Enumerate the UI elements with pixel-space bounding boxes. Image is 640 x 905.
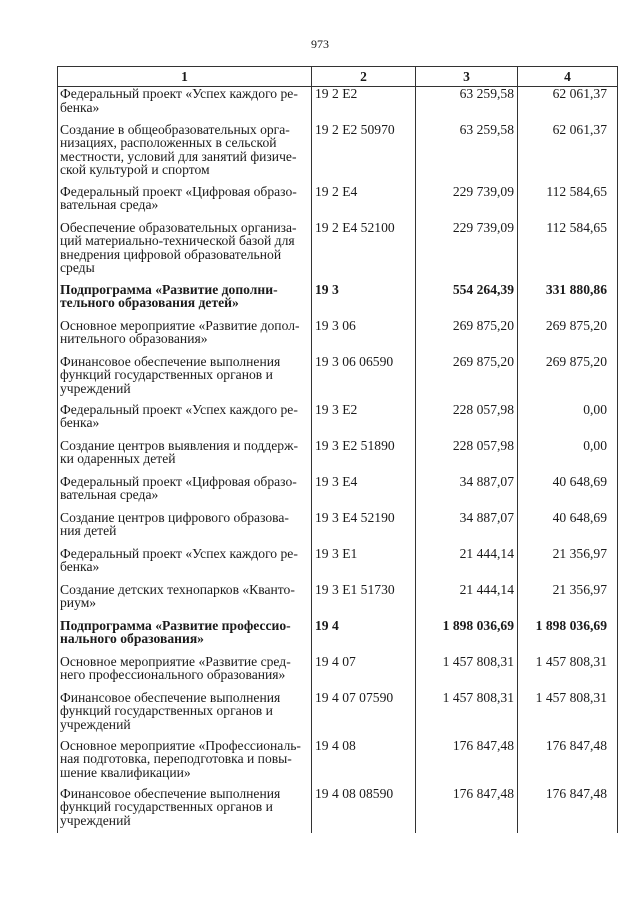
table-row <box>58 739 618 787</box>
row-code-cell: 19 3 E4 52190 <box>312 511 416 547</box>
table-row <box>58 655 618 691</box>
row-name-line: учреждений <box>60 380 131 396</box>
budget-table-container <box>57 66 617 833</box>
header-col-1: 1 <box>58 67 312 87</box>
row-value-col3: 176 847,48 <box>416 787 518 833</box>
row-code-cell: 19 3 06 06590 <box>312 355 416 403</box>
row-name-line: Федеральный проект «Цифровая образо- <box>60 473 297 489</box>
row-name-cell <box>58 511 312 547</box>
row-name-line: бенка» <box>60 559 100 575</box>
row-name-line: бенка» <box>60 99 100 115</box>
row-value-col3: 63 259,58 <box>416 123 518 185</box>
row-value-col3: 63 259,58 <box>416 87 518 123</box>
row-code-cell: 19 4 07 <box>312 655 416 691</box>
row-value-col4: 331 880,86 <box>518 283 618 319</box>
table-row <box>58 319 618 355</box>
row-name-line: Финансовое обеспечение выполнения <box>60 353 281 369</box>
table-body <box>58 87 618 833</box>
row-value-col3: 229 739,09 <box>416 185 518 221</box>
row-value-col3: 1 457 808,31 <box>416 691 518 739</box>
row-name-line: Федеральный проект «Цифровая образо- <box>60 183 297 199</box>
row-name-line: Основное мероприятие «Профессиональ- <box>60 737 301 753</box>
row-name-cell <box>58 403 312 439</box>
row-code-cell: 19 4 <box>312 619 416 655</box>
table-row <box>58 403 618 439</box>
row-value-col4: 40 648,69 <box>518 511 618 547</box>
row-value-col4: 176 847,48 <box>518 739 618 787</box>
row-name-line: учреждений <box>60 812 131 828</box>
row-code-cell: 19 3 E1 <box>312 547 416 583</box>
row-value-col3: 21 444,14 <box>416 547 518 583</box>
row-name-line: Федеральный проект «Успех каждого ре- <box>60 545 298 561</box>
row-code-cell: 19 3 E1 51730 <box>312 583 416 619</box>
row-name-cell <box>58 439 312 475</box>
row-name-line: тельного образования детей» <box>60 295 239 311</box>
row-name-line: ния детей <box>60 523 117 539</box>
row-name-line: среды <box>60 260 95 276</box>
table-row <box>58 283 618 319</box>
row-name-line: Создание центров выявления и поддерж- <box>60 437 299 453</box>
row-name-cell <box>58 547 312 583</box>
table-row <box>58 787 618 833</box>
row-name-line: Обеспечение образовательных организа- <box>60 219 297 235</box>
row-code-cell: 19 4 08 08590 <box>312 787 416 833</box>
row-name-cell <box>58 319 312 355</box>
row-value-col3: 21 444,14 <box>416 583 518 619</box>
row-value-col3: 1 457 808,31 <box>416 655 518 691</box>
row-name-line: Основное мероприятие «Развитие сред- <box>60 653 291 669</box>
row-value-col3: 1 898 036,69 <box>416 619 518 655</box>
row-value-col4: 269 875,20 <box>518 355 618 403</box>
row-name-line: Основное мероприятие «Развитие допол- <box>60 317 300 333</box>
table-row <box>58 123 618 185</box>
row-value-col4: 62 061,37 <box>518 123 618 185</box>
row-name-line: Федеральный проект «Успех каждого ре- <box>60 401 298 417</box>
row-name-line: Создание центров цифрового образова- <box>60 509 289 525</box>
row-name-line: нального образования» <box>60 631 204 647</box>
row-name-cell <box>58 355 312 403</box>
row-name-cell <box>58 691 312 739</box>
row-name-cell <box>58 739 312 787</box>
row-value-col4: 269 875,20 <box>518 319 618 355</box>
row-value-col4: 1 898 036,69 <box>518 619 618 655</box>
row-name-cell <box>58 475 312 511</box>
row-name-line: функций государственных органов и <box>60 703 273 719</box>
row-name-line: ций материально-технической базой для <box>60 233 295 249</box>
row-code-cell: 19 2 E4 52100 <box>312 221 416 283</box>
row-value-col4: 176 847,48 <box>518 787 618 833</box>
header-col-4: 4 <box>518 67 618 87</box>
row-code-cell: 19 2 E2 50970 <box>312 123 416 185</box>
budget-table <box>57 66 618 833</box>
row-name-line: функций государственных органов и <box>60 799 273 815</box>
row-name-line: местности, условий для занятий физиче- <box>60 148 297 164</box>
row-name-line: Подпрограмма «Развитие дополни- <box>60 281 278 297</box>
header-col-3: 3 <box>416 67 518 87</box>
row-code-cell: 19 3 E2 <box>312 403 416 439</box>
row-name-line: вательная среда» <box>60 487 159 503</box>
row-code-cell: 19 3 06 <box>312 319 416 355</box>
row-value-col4: 21 356,97 <box>518 583 618 619</box>
row-code-cell: 19 3 E2 51890 <box>312 439 416 475</box>
row-name-line: него профессионального образования» <box>60 667 286 683</box>
row-name-line: нительного образования» <box>60 331 208 347</box>
row-name-line: внедрения цифровой образовательной <box>60 246 282 262</box>
row-name-line: Подпрограмма «Развитие профессио- <box>60 617 291 633</box>
row-value-col3: 176 847,48 <box>416 739 518 787</box>
table-row <box>58 547 618 583</box>
row-name-line: Создание в общеобразовательных орга- <box>60 121 290 137</box>
row-name-line: шение квалификации» <box>60 764 191 780</box>
row-name-cell <box>58 87 312 123</box>
row-value-col3: 34 887,07 <box>416 475 518 511</box>
header-col-2: 2 <box>312 67 416 87</box>
row-value-col4: 1 457 808,31 <box>518 655 618 691</box>
row-name-line: Создание детских технопарков «Кванто- <box>60 581 295 597</box>
row-value-col3: 554 264,39 <box>416 283 518 319</box>
row-value-col3: 269 875,20 <box>416 355 518 403</box>
row-name-line: ки одаренных детей <box>60 451 176 467</box>
row-name-line: риум» <box>60 595 97 611</box>
table-row <box>58 583 618 619</box>
row-name-cell <box>58 185 312 221</box>
table-row <box>58 87 618 123</box>
row-name-line: учреждений <box>60 716 131 732</box>
row-code-cell: 19 2 E2 <box>312 87 416 123</box>
row-name-cell <box>58 221 312 283</box>
table-row <box>58 355 618 403</box>
row-name-cell <box>58 619 312 655</box>
row-value-col4: 0,00 <box>518 403 618 439</box>
table-row <box>58 511 618 547</box>
row-name-cell <box>58 787 312 833</box>
row-name-cell <box>58 123 312 185</box>
row-value-col4: 0,00 <box>518 439 618 475</box>
row-value-col4: 62 061,37 <box>518 87 618 123</box>
row-code-cell: 19 3 E4 <box>312 475 416 511</box>
row-code-cell: 19 4 08 <box>312 739 416 787</box>
row-value-col4: 40 648,69 <box>518 475 618 511</box>
page-number: 973 <box>311 37 329 51</box>
row-value-col3: 229 739,09 <box>416 221 518 283</box>
row-name-line: ской культурой и спортом <box>60 162 210 178</box>
row-name-cell <box>58 283 312 319</box>
row-value-col4: 1 457 808,31 <box>518 691 618 739</box>
row-value-col3: 34 887,07 <box>416 511 518 547</box>
row-value-col3: 269 875,20 <box>416 319 518 355</box>
row-value-col3: 228 057,98 <box>416 403 518 439</box>
table-row <box>58 691 618 739</box>
header-row <box>58 67 618 87</box>
row-name-cell <box>58 583 312 619</box>
row-name-line: бенка» <box>60 415 100 431</box>
row-code-cell: 19 2 E4 <box>312 185 416 221</box>
row-name-line: вательная среда» <box>60 197 159 213</box>
row-name-line: функций государственных органов и <box>60 367 273 383</box>
row-name-line: низациях, расположенных в сельской <box>60 135 277 151</box>
row-value-col3: 228 057,98 <box>416 439 518 475</box>
table-row <box>58 221 618 283</box>
row-name-line: Финансовое обеспечение выполнения <box>60 689 281 705</box>
row-name-line: ная подготовка, переподготовка и повы- <box>60 751 292 767</box>
row-code-cell: 19 3 <box>312 283 416 319</box>
row-name-cell <box>58 655 312 691</box>
table-row <box>58 619 618 655</box>
row-value-col4: 112 584,65 <box>518 221 618 283</box>
table-row <box>58 439 618 475</box>
row-code-cell: 19 4 07 07590 <box>312 691 416 739</box>
row-name-line: Федеральный проект «Успех каждого ре- <box>60 86 298 101</box>
table-row <box>58 185 618 221</box>
table-row <box>58 475 618 511</box>
row-value-col4: 112 584,65 <box>518 185 618 221</box>
row-value-col4: 21 356,97 <box>518 547 618 583</box>
row-name-line: Финансовое обеспечение выполнения <box>60 785 281 801</box>
